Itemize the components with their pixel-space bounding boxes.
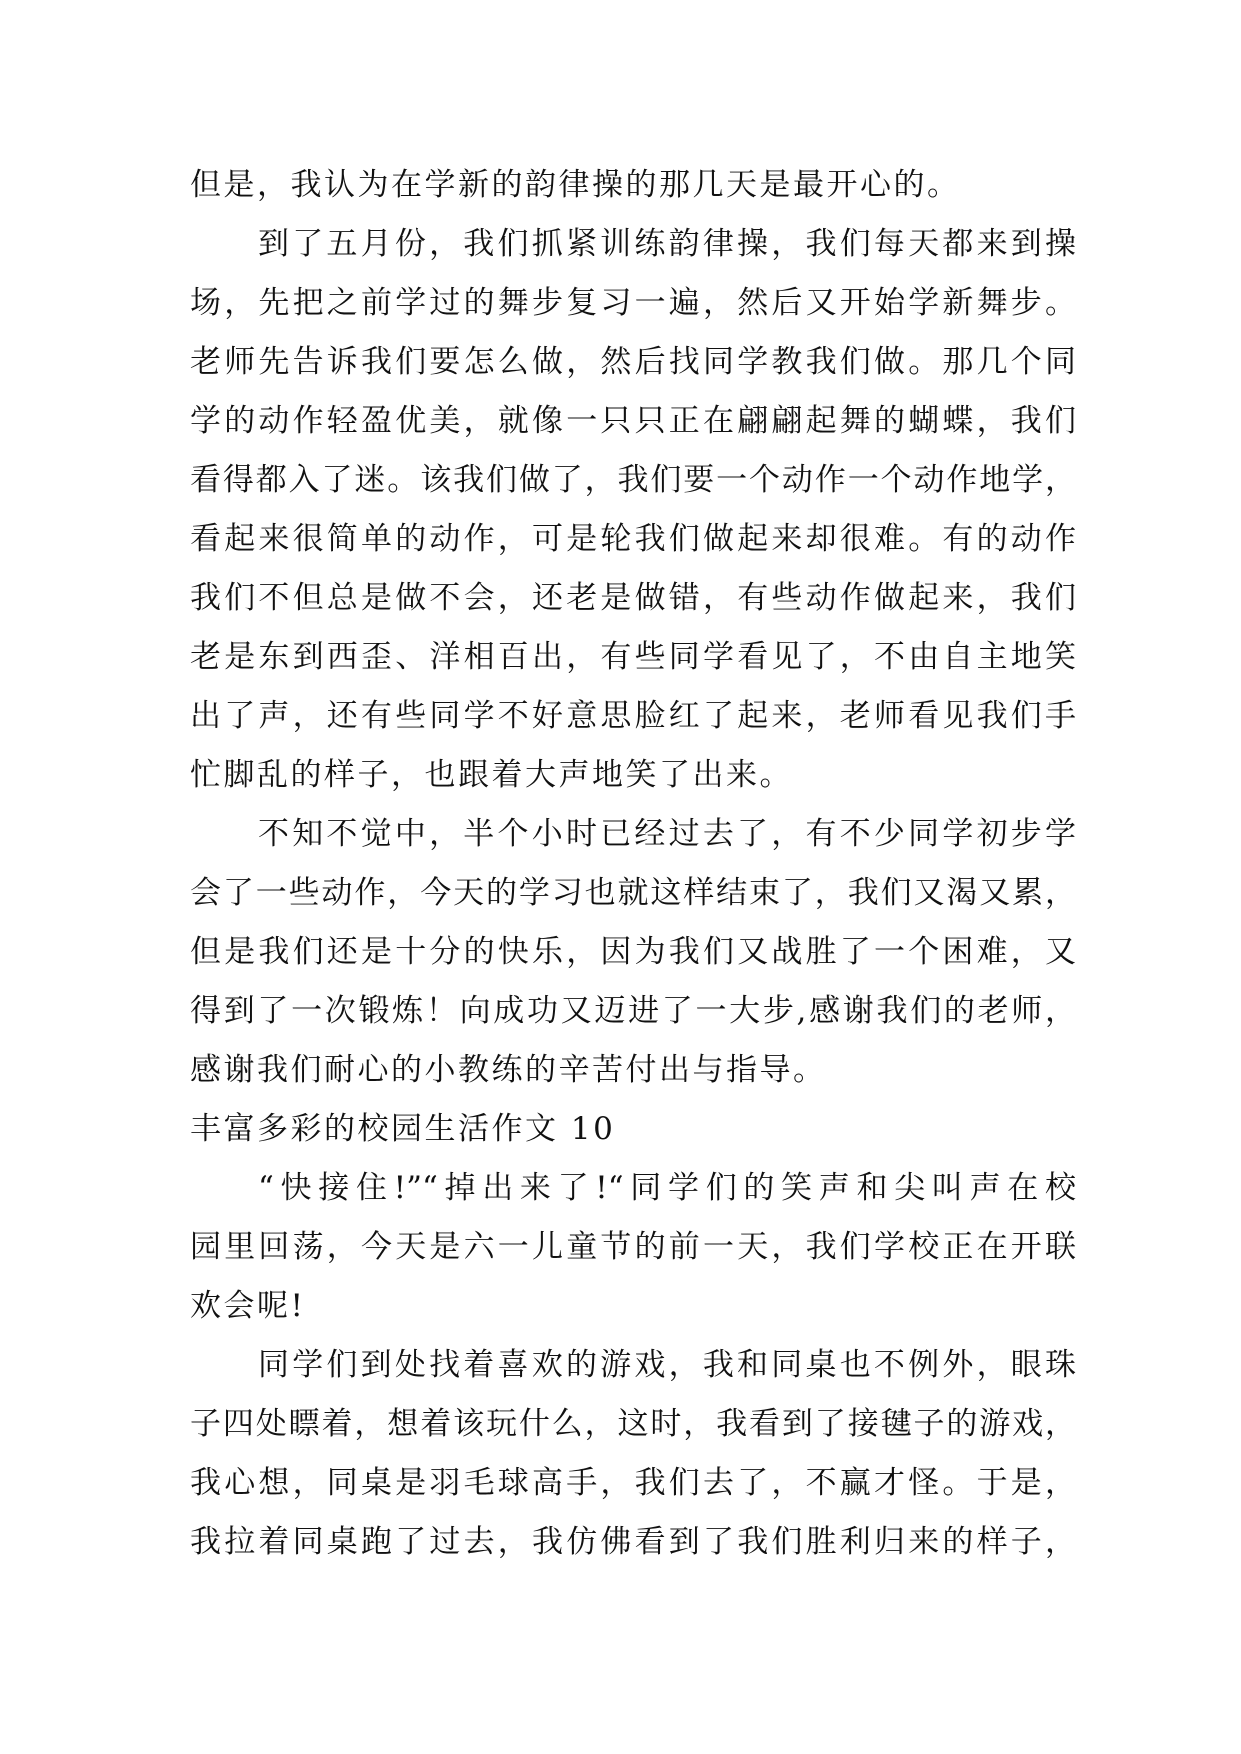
- text-line: 学的动作轻盈优美，就像一只只正在翩翩起舞的蝴蝶，我们: [190, 403, 1076, 439]
- text-line: 但是我们还是十分的快乐，因为我们又战胜了一个困难，又: [190, 934, 1076, 970]
- text-line: 场，先把之前学过的舞步复习一遍，然后又开始学新舞步。: [190, 285, 1076, 321]
- text-line: 子四处瞟着，想着该玩什么，这时，我看到了接毽子的游戏，: [190, 1406, 1076, 1442]
- text-line: 老是东到西歪、洋相百出，有些同学看见了，不由自主地笑: [190, 639, 1076, 675]
- text-line: 老师先告诉我们要怎么做，然后找同学教我们做。那几个同: [190, 344, 1076, 380]
- essay-title: [190, 1100, 1076, 1159]
- text-line: 得到了一次锻炼！向成功又迈进了一大步,感谢我们的老师，: [190, 993, 1076, 1029]
- text-line: 出了声，还有些同学不好意思脸红了起来，老师看见我们手: [190, 698, 1076, 734]
- text-line: 我心想，同桌是羽毛球高手，我们去了，不赢才怪。于是，: [190, 1465, 1076, 1501]
- text-line: “快接住!”“掉出来了!“同学们的笑声和尖叫声在校: [258, 1170, 1076, 1206]
- text-line: 不知不觉中，半个小时已经过去了，有不少同学初步学: [258, 816, 1076, 852]
- text-line: 感谢我们耐心的小教练的辛苦付出与指导。: [190, 1052, 827, 1088]
- text-line: 同学们到处找着喜欢的游戏，我和同桌也不例外，眼珠: [258, 1347, 1076, 1383]
- text-line: 欢会呢!: [190, 1288, 306, 1324]
- text-line: 我拉着同桌跑了过去，我仿佛看到了我们胜利归来的样子，: [190, 1524, 1076, 1560]
- text-line: 但是，我认为在学新的韵律操的那几天是最开心的。: [190, 167, 961, 203]
- text-line: 看得都入了迷。该我们做了，我们要一个动作一个动作地学，: [190, 462, 1076, 498]
- text-line: 忙脚乱的样子，也跟着大声地笑了出来。: [190, 757, 793, 793]
- text-line: 我们不但总是做不会，还老是做错，有些动作做起来，我们: [190, 580, 1076, 616]
- paragraph: [190, 156, 1076, 215]
- paragraph: [190, 1336, 1076, 1572]
- paragraph: [190, 805, 1076, 1100]
- paragraph: [190, 1159, 1076, 1336]
- text-line: 到了五月份，我们抓紧训练韵律操，我们每天都来到操: [258, 226, 1076, 262]
- document-body: [190, 156, 1076, 1572]
- text-line: 园里回荡，今天是六一儿童节的前一天，我们学校正在开联: [190, 1229, 1076, 1265]
- text-line: 会了一些动作，今天的学习也就这样结束了，我们又渴又累，: [190, 875, 1076, 911]
- section-heading: 丰富多彩的校园生活作文 10: [190, 1111, 616, 1147]
- text-line: 看起来很简单的动作，可是轮我们做起来却很难。有的动作: [190, 521, 1076, 557]
- paragraph: [190, 215, 1076, 805]
